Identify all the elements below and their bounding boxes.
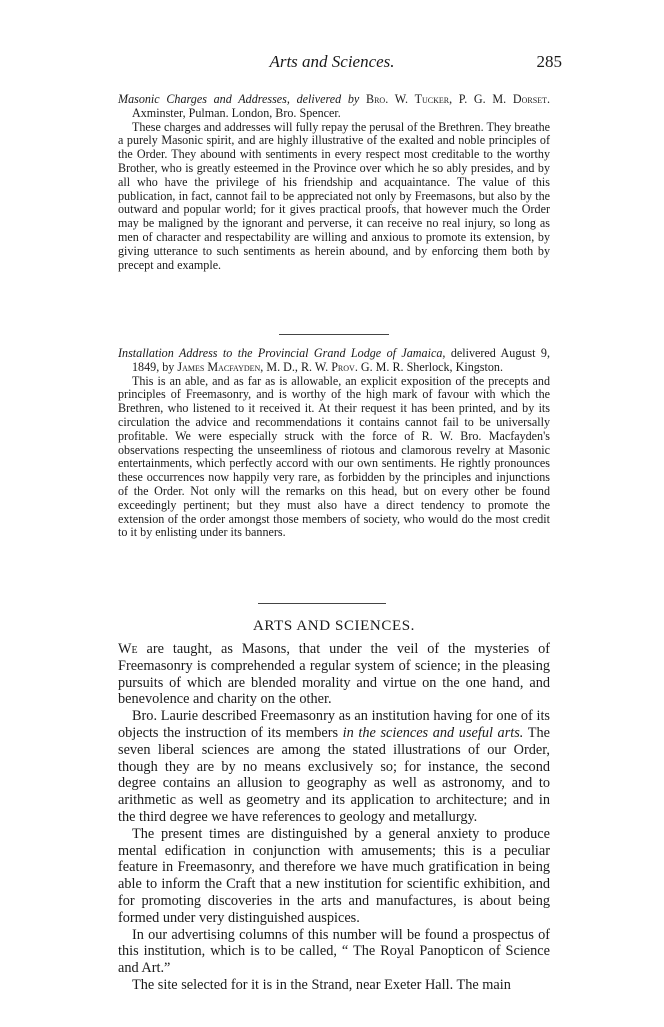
- review-author: Bro. W. Tucker, P. G. M. Dorset.: [366, 92, 551, 106]
- review-publisher: R. Sherlock, Kingston.: [392, 359, 503, 374]
- review-body: This is an able, and as far as is allowable, an explicit exposition of the precepts and principles of Freemasonry, and is worthy of the high mark of favour with which the Brethren, who listened to it received it. At their request it has been printed, and by its circulation the advice and recommendations it contains cannot fail to be universally profitable. We were especially struck with the force of R. W. Bro. Macfayden's observations respecting the unseemliness of riotous and clamorous revelry at Masonic entertainments, which perfectly accord with our own sentiments. He rightly pronounces these occurrences now happily very rare, as forbidden by the principles and injunctions of the Order. Not only will the remarks on this head, but on every other be found exceedingly pertinent; but they must also have a direct tendency to promote the extension of the order amongst those members of society, who would do the most credit to it by enlisting under its banners.: [118, 373, 550, 540]
- review-publisher: Axminster, Pulman. London, Bro. Spencer.: [132, 105, 341, 120]
- review-title: Installation Address to the Provincial Grand Lodge of Jamaica,: [118, 346, 446, 360]
- review-date: delivered August 9, 1849, by: [132, 346, 550, 374]
- review-citation: [118, 93, 550, 121]
- article-paragraph: [118, 708, 550, 826]
- drop-cap-word: We: [118, 641, 138, 657]
- paragraph-text: Bro. Laurie described Freemasonry as an institution having for one of its objects the instruction of its members: [118, 708, 550, 741]
- article-paragraph: The site selected for it is in the Strand, near Exeter Hall. The main: [132, 976, 511, 993]
- section-divider: [279, 334, 389, 335]
- review-masonic-charges: [118, 93, 550, 272]
- review-body: These charges and addresses will fully repay the perusal of the Brethren. They breathe a purely Masonic spirit, and are highly illustrative of the exalted and noble principles of the Order. They abound with sentiments in every respect most creditable to the worthy Brother, who is greatly esteemed in the Province over which he so ably presides, and by all who have the privilege of his friendship and acquaintance. The value of this publication, in fact, cannot fail to be appreciated not only by Freemasons, but also by the outward and popular world; for it gives practical proofs, that however much the Order may be maligned by the ignorant and perverse, it can receive no real injury, so long as men of character and respectability are willing and anxious to promote its extension, by giving utterance to such sentiments as herein abound, and by enforcing them both by precept and example.: [118, 119, 550, 272]
- paragraph-text: are taught, as Masons, that under the veil of the mysteries of Freemasonry is comprehended a regular system of science; in the pleasing pursuits of which are blended morality and virtue on the one hand, and benevolence and charity on the other.: [118, 641, 550, 708]
- article-body: [118, 641, 550, 994]
- review-citation: [118, 347, 550, 375]
- paragraph-text: The seven liberal sciences are among the stated illustrations of our Order, though they are by no means exclusively so; for instance, the second degree contains an allusion to geography as well as astronomy, and to arithmetic as well as geometry and its application to architecture; and in the third degree we have references to geology and metallurgy.: [118, 724, 550, 825]
- article-paragraph: In our advertising columns of this number will be found a prospectus of this institution, which is to be called, “ The Royal Panopticon of Science and Art.”: [118, 926, 550, 977]
- article-paragraph: The present times are distinguished by a general anxiety to produce mental edification in conjunction with amusements; this is a peculiar feature in Freemasonry, and therefore we have much gratification in being able to inform the Craft that a new institution for scientific exhibition, and for promoting discoveries in the arts and manufactures, is about being formed under very distinguished auspices.: [118, 825, 550, 926]
- review-title: Masonic Charges and Addresses, delivered by: [118, 92, 360, 106]
- article-heading: ARTS AND SCIENCES.: [252, 618, 415, 634]
- review-installation-address: [118, 347, 550, 540]
- running-title: Arts and Sciences.: [269, 52, 395, 71]
- section-divider: [258, 603, 386, 604]
- running-header: [0, 52, 664, 74]
- page-number: 285: [536, 52, 562, 71]
- emphasis-text: in the sciences and useful arts.: [342, 724, 524, 741]
- review-author: James Macfayden, M. D., R. W. Prov. G. M.: [177, 359, 390, 374]
- article-paragraph: [118, 641, 550, 708]
